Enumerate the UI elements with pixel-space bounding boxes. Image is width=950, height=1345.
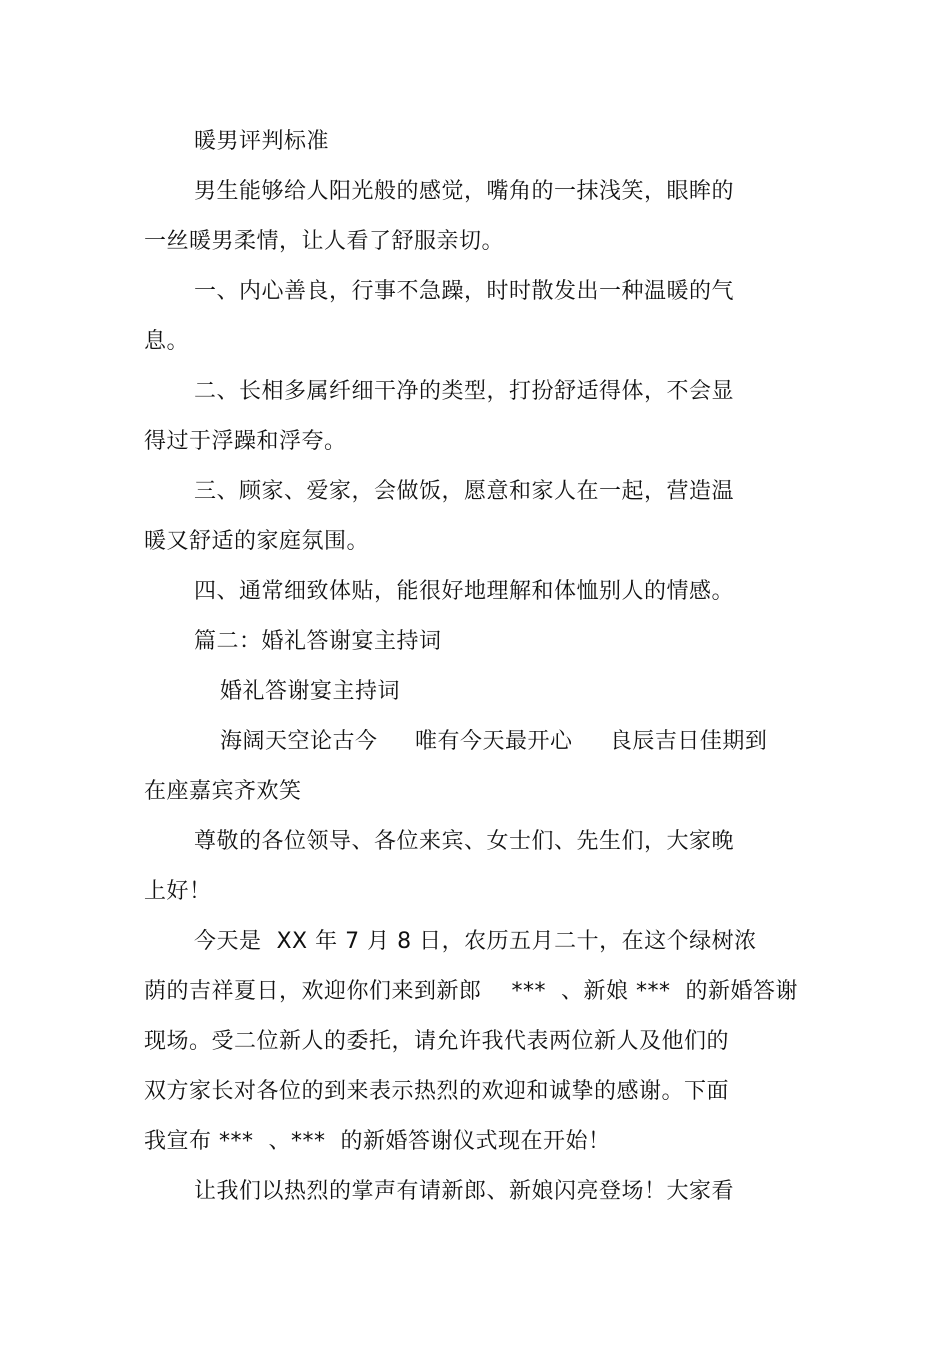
paragraph-line: 一、内心善良，行事不急躁，时时散发出一种温暖的气 — [194, 279, 735, 304]
section-title: 婚礼答谢宴主持词 — [220, 679, 401, 704]
paragraph-line: 今天是 XX 年 7 月 8 日，农历五月二十，在这个绿树浓 — [194, 929, 757, 954]
paragraph-line: 暖又舒适的家庭氛围。 — [144, 529, 370, 554]
paragraph-line: 上好！ — [144, 879, 212, 904]
poem-line: 海阔天空论古今 唯有今天最开心 良辰吉日佳期到 — [220, 729, 768, 754]
paragraph-line: 三、顾家、爱家，会做饭，愿意和家人在一起，营造温 — [194, 479, 735, 504]
paragraph-line: 我宣布 *** 、*** 的新婚答谢仪式现在开始！ — [144, 1129, 611, 1154]
paragraph-line: 男生能够给人阳光般的感觉，嘴角的一抹浅笑，眼眸的 — [194, 179, 735, 204]
section-heading: 篇二：婚礼答谢宴主持词 — [194, 629, 442, 654]
paragraph-line: 荫的吉祥夏日，欢迎你们来到新郎 *** 、新娘 *** 的新婚答谢 — [144, 979, 798, 1004]
paragraph-line: 二、长相多属纤细干净的类型，打扮舒适得体，不会显 — [194, 379, 735, 404]
paragraph-line: 一丝暖男柔情，让人看了舒服亲切。 — [144, 229, 505, 254]
paragraph-line: 四、通常细致体贴，能很好地理解和体恤别人的情感。 — [194, 579, 735, 604]
heading-warm-man-criteria: 暖男评判标准 — [194, 129, 330, 154]
paragraph-line: 现场。受二位新人的委托，请允许我代表两位新人及他们的 — [144, 1029, 730, 1054]
paragraph-line: 双方家长对各位的到来表示热烈的欢迎和诚挚的感谢。下面 — [144, 1079, 730, 1104]
poem-line: 在座嘉宾齐欢笑 — [144, 779, 302, 804]
paragraph-line: 息。 — [144, 329, 190, 354]
paragraph-line: 尊敬的各位领导、各位来宾、女士们、先生们，大家晚 — [194, 829, 735, 854]
paragraph-line: 得过于浮躁和浮夸。 — [144, 429, 347, 454]
paragraph-line: 让我们以热烈的掌声有请新郎、新娘闪亮登场！大家看 — [194, 1179, 735, 1204]
